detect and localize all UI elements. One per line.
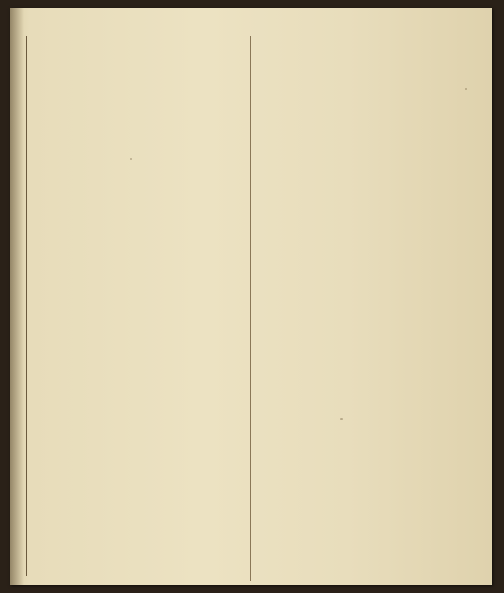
text-line bbox=[262, 368, 480, 379]
text-line bbox=[34, 61, 242, 72]
text-line bbox=[262, 379, 480, 390]
text-line bbox=[262, 506, 480, 517]
text-line bbox=[262, 82, 480, 93]
text-line bbox=[262, 146, 480, 157]
text-line bbox=[34, 315, 242, 326]
text-line bbox=[34, 379, 242, 390]
text-line bbox=[262, 358, 480, 369]
text-line bbox=[34, 337, 242, 348]
text-line bbox=[34, 114, 242, 125]
text-line bbox=[262, 485, 480, 496]
text-line bbox=[34, 305, 242, 316]
paper-speck bbox=[465, 88, 467, 90]
text-line bbox=[34, 135, 242, 146]
dateline bbox=[34, 368, 242, 379]
text-line bbox=[262, 326, 480, 337]
text-line bbox=[262, 347, 480, 358]
text-line bbox=[34, 421, 242, 432]
left-column bbox=[34, 40, 242, 580]
text-line bbox=[34, 453, 242, 464]
text-line bbox=[34, 496, 242, 507]
text-line bbox=[262, 421, 480, 432]
text-line bbox=[34, 474, 242, 485]
text-line bbox=[262, 167, 480, 178]
newspaper-page bbox=[10, 8, 492, 585]
column-divider bbox=[250, 36, 251, 581]
text-line bbox=[262, 453, 480, 464]
text-line bbox=[262, 474, 480, 485]
text-line bbox=[34, 188, 242, 199]
text-line bbox=[262, 411, 480, 422]
text-line bbox=[34, 527, 242, 538]
text-line bbox=[34, 485, 242, 496]
text-line bbox=[262, 538, 480, 549]
text-line bbox=[262, 157, 480, 168]
text-line bbox=[34, 241, 242, 252]
text-line bbox=[34, 125, 242, 136]
text-line bbox=[262, 400, 480, 411]
text-line bbox=[262, 51, 480, 62]
text-line bbox=[262, 390, 480, 401]
text-line bbox=[262, 549, 480, 560]
text-line bbox=[262, 315, 480, 326]
text-line bbox=[262, 443, 480, 454]
text-line bbox=[34, 549, 242, 560]
gutter-shadow bbox=[10, 8, 24, 585]
text-line bbox=[34, 284, 242, 295]
text-line bbox=[34, 104, 242, 115]
text-line bbox=[262, 559, 480, 570]
text-line bbox=[34, 167, 242, 178]
text-line bbox=[262, 284, 480, 295]
text-line bbox=[262, 178, 480, 189]
section-heading-line bbox=[34, 358, 242, 369]
text-line bbox=[34, 146, 242, 157]
text-line bbox=[262, 252, 480, 263]
text-line bbox=[34, 506, 242, 517]
text-line bbox=[34, 559, 242, 570]
text-line bbox=[262, 72, 480, 83]
text-line bbox=[34, 538, 242, 549]
text-line bbox=[34, 40, 242, 51]
text-line bbox=[34, 517, 242, 528]
text-line bbox=[262, 464, 480, 475]
paper-speck bbox=[340, 418, 343, 420]
dateline bbox=[262, 210, 480, 221]
text-line bbox=[34, 294, 242, 305]
text-line bbox=[262, 305, 480, 316]
text-line bbox=[34, 411, 242, 422]
text-line bbox=[262, 93, 480, 104]
text-line bbox=[262, 231, 480, 242]
right-column bbox=[262, 40, 480, 580]
text-line bbox=[262, 241, 480, 252]
text-line bbox=[262, 337, 480, 348]
section-heading-line bbox=[262, 40, 480, 51]
dateline bbox=[34, 93, 242, 104]
text-line bbox=[262, 570, 480, 581]
text-line bbox=[262, 188, 480, 199]
text-line bbox=[262, 104, 480, 115]
text-line bbox=[34, 220, 242, 231]
text-line bbox=[34, 400, 242, 411]
text-line bbox=[34, 178, 242, 189]
text-line bbox=[34, 252, 242, 263]
text-line bbox=[34, 464, 242, 475]
text-line bbox=[34, 432, 242, 443]
text-line bbox=[34, 199, 242, 210]
section-heading-line bbox=[262, 199, 480, 210]
text-line bbox=[34, 262, 242, 273]
text-line bbox=[262, 517, 480, 528]
text-line bbox=[262, 432, 480, 443]
text-line bbox=[34, 51, 242, 62]
text-line bbox=[262, 125, 480, 136]
text-line bbox=[262, 273, 480, 284]
text-line bbox=[262, 294, 480, 305]
paper-speck bbox=[130, 158, 132, 160]
text-line bbox=[34, 570, 242, 581]
text-line bbox=[34, 273, 242, 284]
text-line bbox=[262, 114, 480, 125]
section-heading-line bbox=[34, 82, 242, 93]
left-margin-rule bbox=[26, 36, 27, 576]
text-line bbox=[34, 443, 242, 454]
text-line bbox=[34, 72, 242, 83]
text-line bbox=[262, 496, 480, 507]
text-line bbox=[262, 61, 480, 72]
text-line bbox=[34, 390, 242, 401]
text-line bbox=[34, 231, 242, 242]
text-line bbox=[262, 135, 480, 146]
text-line bbox=[262, 262, 480, 273]
text-line bbox=[262, 220, 480, 231]
text-line bbox=[262, 527, 480, 538]
text-line bbox=[34, 326, 242, 337]
text-line bbox=[34, 347, 242, 358]
text-line bbox=[34, 210, 242, 221]
text-line bbox=[34, 157, 242, 168]
